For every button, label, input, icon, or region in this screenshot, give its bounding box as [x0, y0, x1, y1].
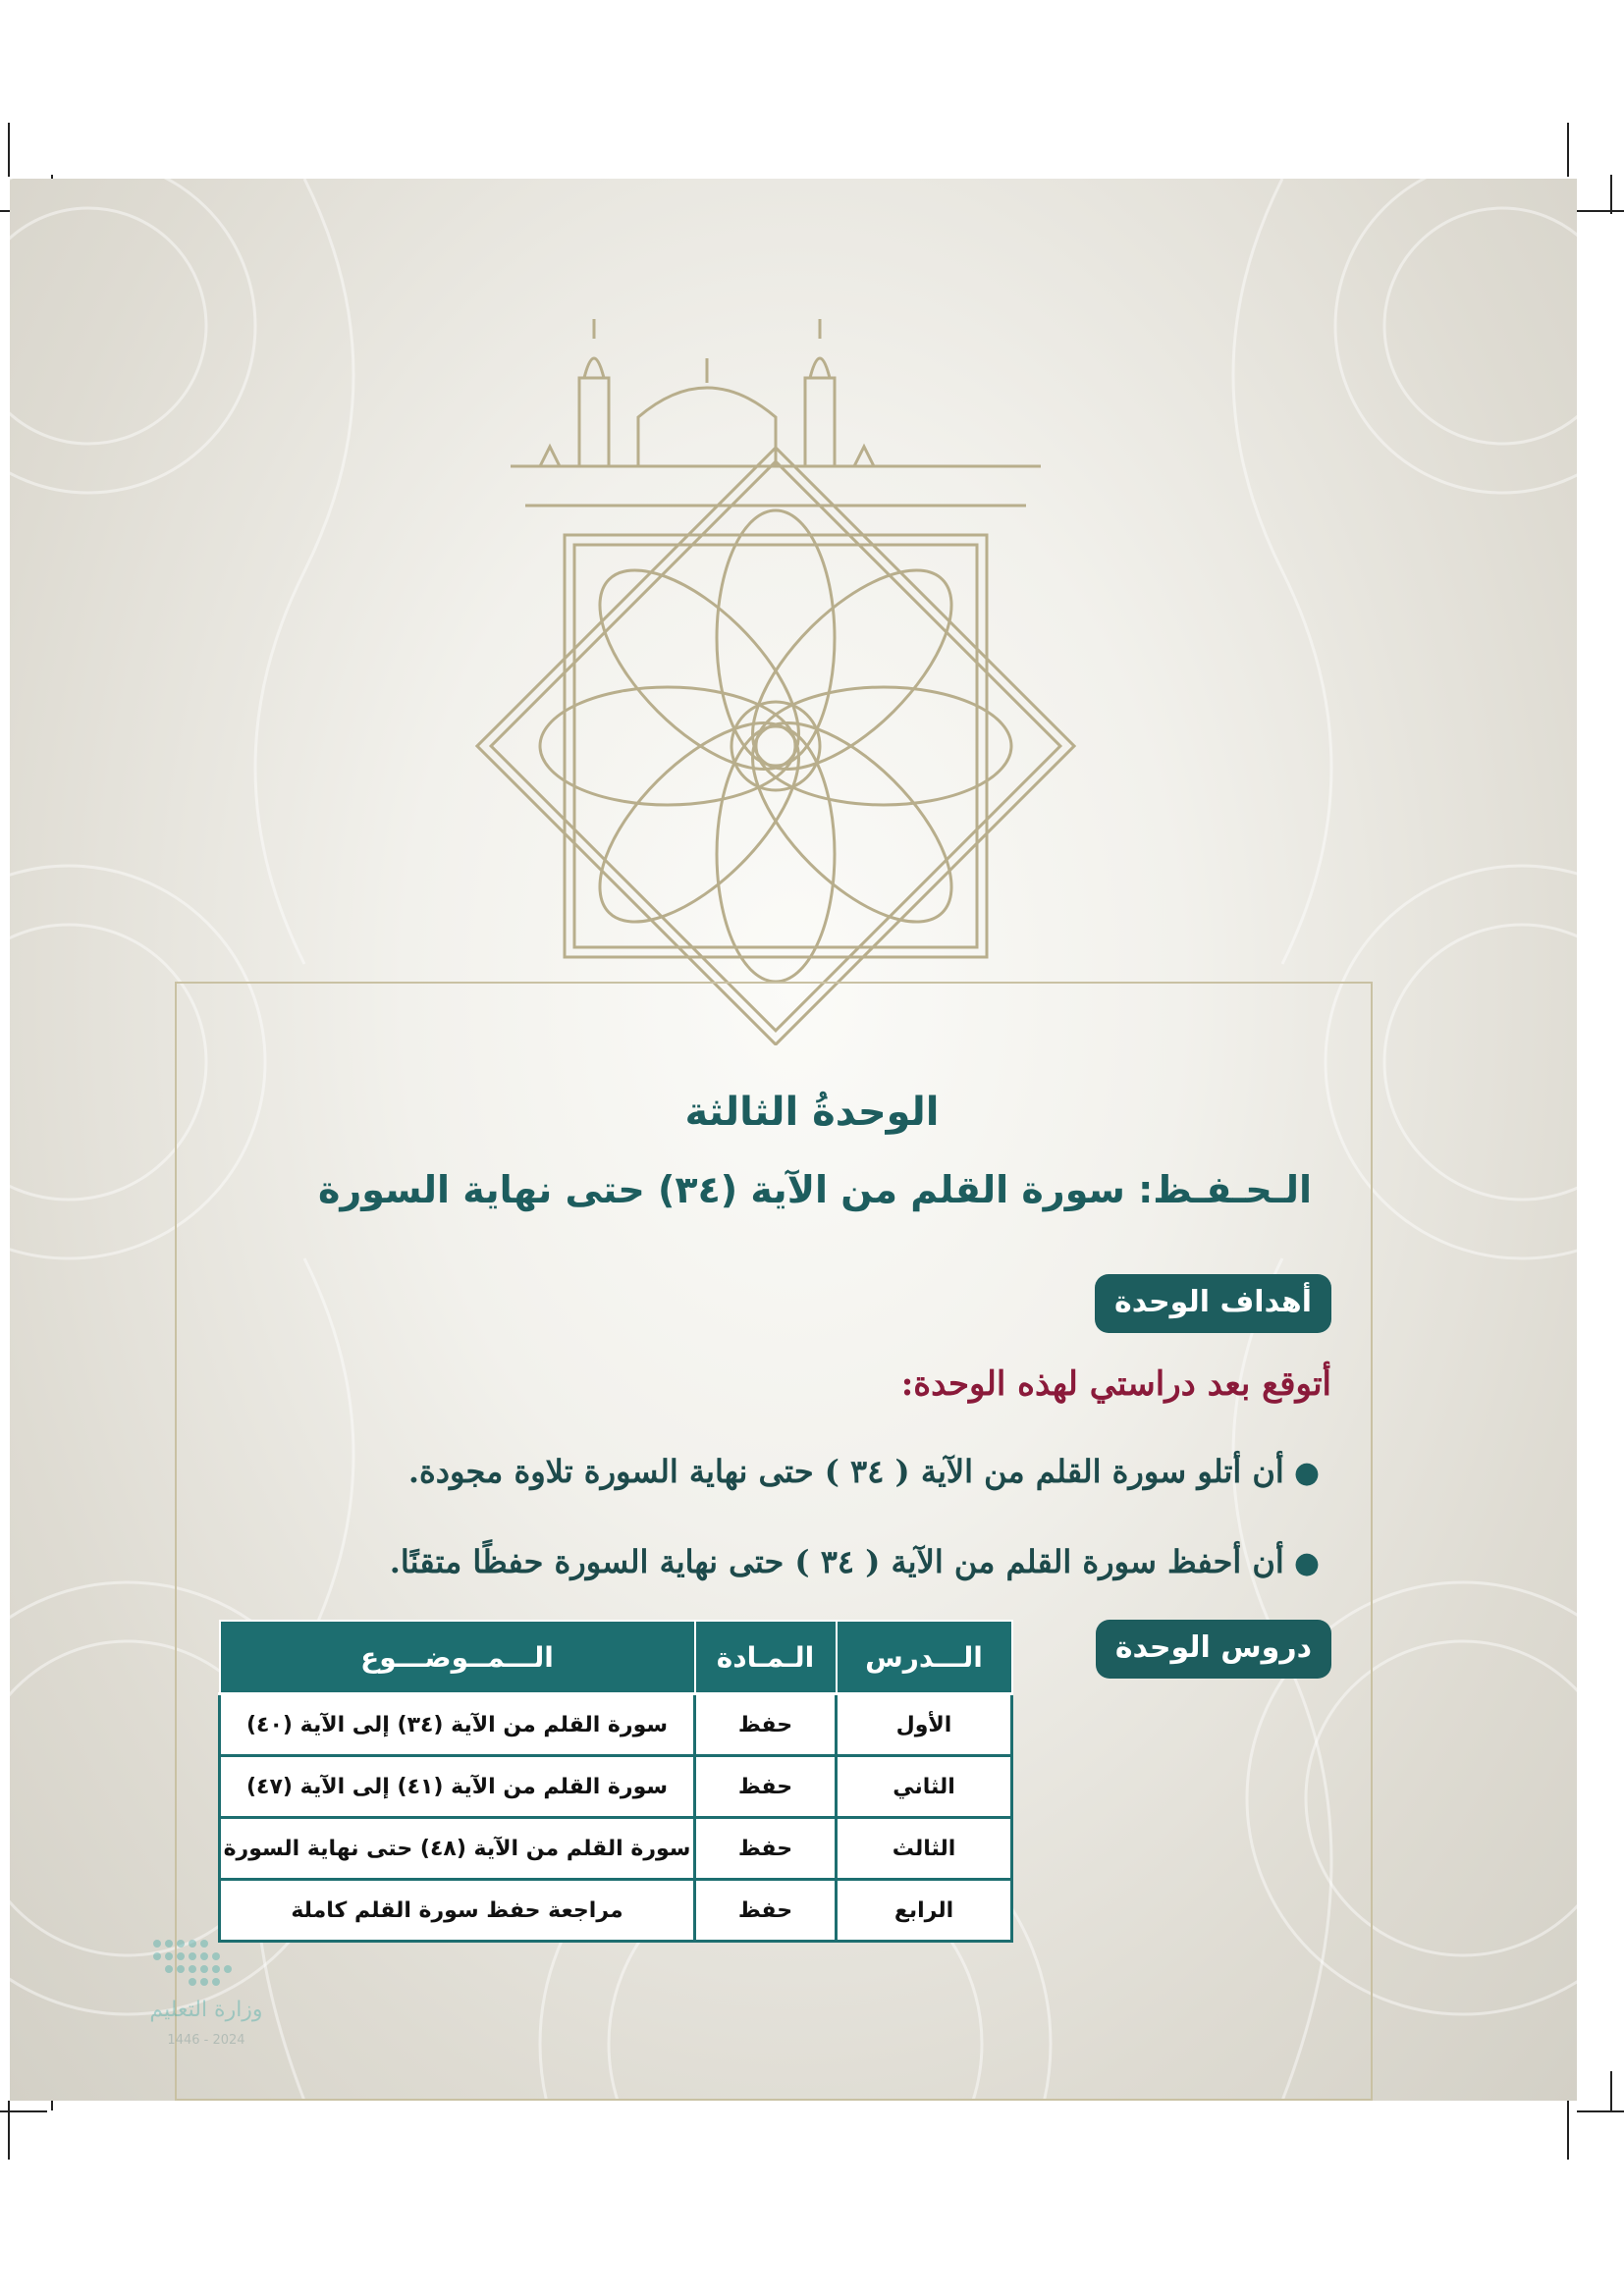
unit-subtitle: الـحـفـظ: سورة القلم من الآية (٣٤) حتى نهاية السورة: [317, 1168, 1312, 1211]
subject-cell: حفظ: [695, 1818, 837, 1880]
goal-text: أن أحفظ سورة القلم من الآية ( ٣٤ ) حتى نهاية السورة حفظًا متقنًا.: [389, 1543, 1284, 1580]
bullet-icon: ●: [1293, 1456, 1320, 1490]
ministry-name: وزارة التعليم: [149, 1998, 263, 2022]
crop-mark: [1577, 2110, 1624, 2112]
crop-mark: [8, 2101, 10, 2160]
ministry-dots-icon: [137, 1929, 275, 1998]
crop-mark: [1567, 2101, 1569, 2160]
crop-mark: [0, 2110, 47, 2112]
subject-cell: حفظ: [695, 1756, 837, 1818]
header-topic: الـــمــوضـــوع: [220, 1621, 695, 1694]
crop-mark: [1567, 123, 1569, 177]
topic-cell: سورة القلم من الآية (٣٤) إلى الآية (٤٠): [220, 1694, 695, 1756]
ministry-year: 2024 - 1446: [167, 2033, 245, 2048]
table-row: [220, 1818, 1012, 1880]
lesson-cell: الأول: [837, 1694, 1012, 1756]
goal-item: [408, 1453, 1320, 1490]
header-lesson: الـــدرس: [837, 1621, 1012, 1694]
unit-title: الوحدةُ الثالثة: [684, 1090, 940, 1135]
header-subject: الـمـادة: [695, 1621, 837, 1694]
crop-mark: [1610, 175, 1612, 214]
crop-mark: [1610, 2071, 1612, 2110]
goal-item: [390, 1543, 1320, 1580]
goal-text: أن أتلو سورة القلم من الآية ( ٣٤ ) حتى نهاية السورة تلاوة مجودة.: [407, 1453, 1284, 1490]
topic-cell: سورة القلم من الآية (٤١) إلى الآية (٤٧): [220, 1756, 695, 1818]
subject-cell: حفظ: [695, 1880, 837, 1942]
goals-badge: أهداف الوحدة: [1095, 1274, 1331, 1333]
crop-mark: [1577, 210, 1624, 212]
table-row: [220, 1756, 1012, 1818]
lessons-table: [218, 1620, 1013, 1943]
bullet-icon: ●: [1293, 1546, 1320, 1580]
lessons-badge: دروس الوحدة: [1096, 1620, 1331, 1679]
topic-cell: مراجعة حفظ سورة القلم كاملة: [220, 1880, 695, 1942]
lesson-cell: الثاني: [837, 1756, 1012, 1818]
table-header-row: [220, 1621, 1012, 1694]
goals-intro: أتوقع بعد دراستي لهذه الوحدة:: [900, 1364, 1331, 1404]
mosque-star-ornament: [422, 260, 1129, 1045]
topic-cell: سورة القلم من الآية (٤٨) حتى نهاية السورة: [220, 1818, 695, 1880]
ministry-logo: [137, 1929, 275, 2061]
crop-mark: [8, 123, 10, 177]
lesson-cell: الرابع: [837, 1880, 1012, 1942]
lesson-cell: الثالث: [837, 1818, 1012, 1880]
subject-cell: حفظ: [695, 1694, 837, 1756]
table-row: [220, 1694, 1012, 1756]
table-row: [220, 1880, 1012, 1942]
